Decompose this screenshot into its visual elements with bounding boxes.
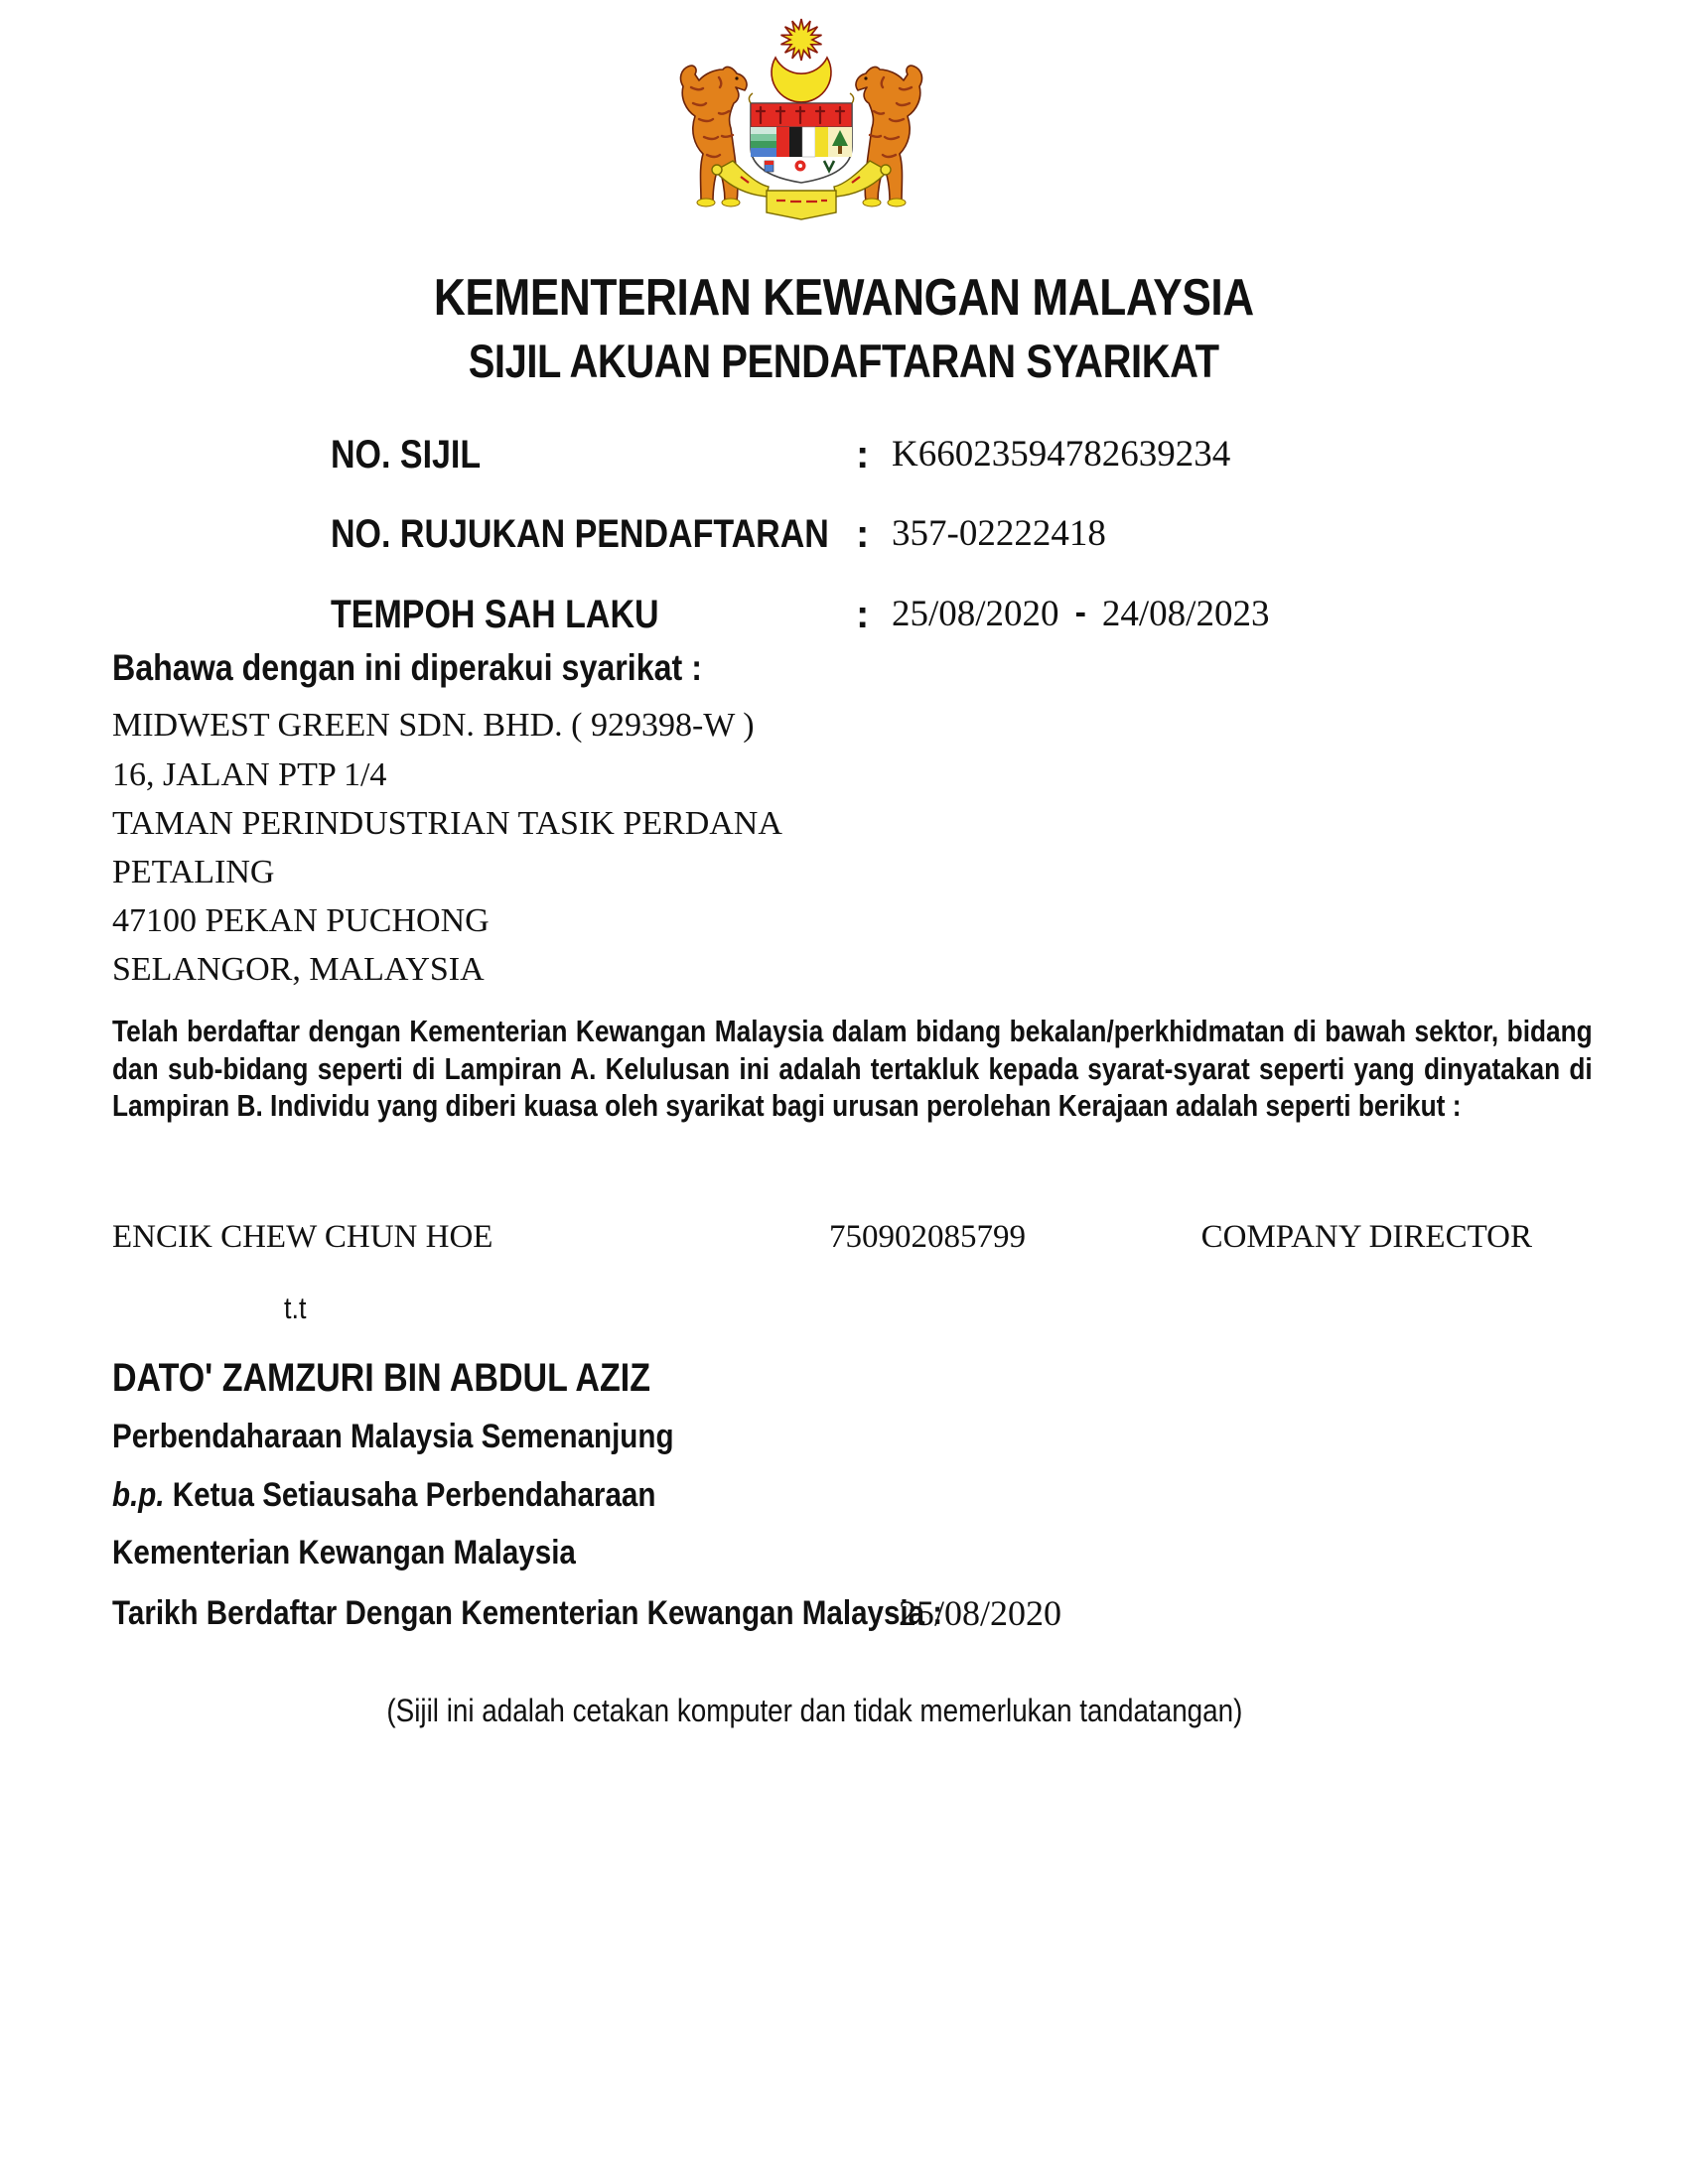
on-behalf-text: Ketua Setiausaha Perbendaharaan: [164, 1476, 656, 1514]
shield-icon: [749, 93, 853, 183]
authorized-person-designation: COMPANY DIRECTOR: [1200, 1219, 1532, 1255]
footer-note: (Sijil ini adalah cetakan komputer dan tidak memerlukan tandatangan): [385, 1693, 1242, 1728]
company-address-line: 16, JALAN PTP 1/4: [112, 756, 387, 793]
signatory-ministry: Kementerian Kewangan Malaysia: [112, 1534, 576, 1571]
bp-prefix: b.p.: [112, 1476, 165, 1514]
registration-paragraph: Telah berdaftar dengan Kementerian Kewangan Malaysia dalam bidang bekalan/perkhidmatan di bawah sektor, bidang dan sub-bidang seperti di Lampiran A. Kelulusan ini adalah tertakluk kepada syarat-syarat seperti yang dinyatakan di Lampiran B. Individu yang diberi kuasa oleh syarikat bagi urusan perolehan Kerajaan adalah seperti berikut :: [112, 1014, 1593, 1123]
authorized-person-row: [0, 1219, 1688, 1263]
field-value-no-rujukan: 357-02222418: [892, 513, 1106, 554]
malaysia-coat-of-arms-icon: [671, 16, 931, 231]
company-name-line: MIDWEST GREEN SDN. BHD. ( 929398-W ): [112, 707, 755, 744]
ministry-title-text: KEMENTERIAN KEWANGAN MALAYSIA: [434, 269, 1254, 327]
field-colon: :: [856, 593, 870, 636]
signature-tt-mark: t.t: [284, 1291, 307, 1325]
certificate-title-text: SIJIL AKUAN PENDAFTARAN SYARIKAT: [469, 335, 1219, 387]
signatory-name: DATO' ZAMZURI BIN ABDUL AZIZ: [112, 1356, 650, 1400]
company-address-line: SELANGOR, MALAYSIA: [112, 951, 485, 988]
ministry-title: [0, 268, 1688, 328]
registration-date-label: Tarikh Berdaftar Dengan Kementerian Kewangan Malaysia :: [112, 1594, 943, 1632]
field-colon: :: [856, 433, 870, 477]
registration-date-value: 25/08/2020: [899, 1593, 1062, 1633]
company-address-line: TAMAN PERINDUSTRIAN TASIK PERDANA: [112, 805, 782, 842]
date-range-dash: -: [1074, 594, 1086, 631]
crescent-icon: [772, 58, 831, 102]
signatory-on-behalf: [112, 1476, 737, 1515]
validity-start-date: 25/08/2020: [892, 594, 1059, 634]
field-label-no-sijil: NO. SIJIL: [331, 433, 482, 477]
federal-star-icon: [781, 19, 822, 61]
field-label-tempoh: TEMPOH SAH LAKU: [331, 593, 659, 636]
declaration-intro: Bahawa dengan ini diperakui syarikat :: [112, 647, 702, 688]
certificate-title: [0, 334, 1688, 388]
field-label-no-rujukan: NO. RUJUKAN PENDAFTARAN: [331, 512, 829, 556]
authorized-person-name: ENCIK CHEW CHUN HOE: [112, 1219, 493, 1255]
signatory-organisation: Perbendaharaan Malaysia Semenanjung: [112, 1418, 674, 1455]
company-address-line: PETALING: [112, 854, 275, 890]
validity-end-date: 24/08/2023: [1101, 594, 1270, 634]
field-colon: :: [856, 512, 870, 556]
authorized-person-ic: 750902085799: [829, 1219, 1026, 1255]
field-value-no-sijil: K66023594782639234: [892, 434, 1231, 475]
company-address-line: 47100 PEKAN PUCHONG: [112, 902, 490, 939]
field-value-tempoh: [892, 593, 1269, 635]
